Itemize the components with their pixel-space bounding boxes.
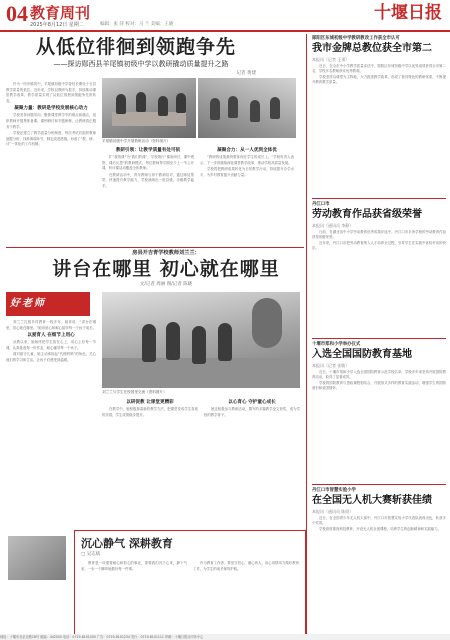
paragraph: 学校坚持以课堂为主阵地，大力推进教学改革，形成了独具特色的教研体系，不断提升教育教学质量。 (312, 74, 446, 85)
meeting-photo (198, 78, 296, 138)
paragraph: 在教学中，她积极探索新的教学方法，把课堂变成学生喜欢的乐园，学生成绩稳步提升。 (102, 407, 198, 417)
paragraph: 日前，在湖北省中小学劳动教育优秀成果评选中，丹江口市多所学校的劳动教育作品获得省级荣誉。 (312, 230, 446, 240)
sidebar-byline: 本报讯（通讯员 李静） (312, 223, 354, 228)
sidebar-byline: 本报讯（记者 王勇） (312, 57, 350, 62)
subhead: 以心育心 守护童心成长 (228, 400, 276, 405)
sidebar-divider (312, 338, 446, 339)
sidebar-kicker: 郧阳区东城初级中学教研教改工作获全市认可 (312, 36, 400, 41)
sidebar-title: 劳动教育作品获省级荣誉 (312, 209, 422, 220)
paragraph: 从教以来，她始终把学生放在心上，用心上好每一节课，认真批改每一份作业，耐心辅导每一个孩子。 (6, 340, 96, 350)
paragraph: 刘兰兰扎根乡村教育一线多年，她常说：“讲台在哪里，初心就在哪里。”她用爱心和耐心陪伴每一个孩子成长。 (6, 320, 96, 330)
lead-article-subtitle: ——探访郧西县羊尾镇初级中学以教研撬动质量提升之路 (53, 60, 229, 68)
feature-column (6, 320, 96, 530)
teacher-students-photo (102, 292, 300, 388)
page-number: 04 (6, 1, 28, 26)
lead-article-column (102, 146, 194, 242)
sidebar-title: 入选全国国防教育基地 (312, 349, 412, 360)
subhead: 凝聚力量：教研是学校发展核心动力 (14, 106, 88, 112)
column-banner (6, 292, 90, 316)
subhead: 以爱育人 在细节上用心 (27, 333, 75, 339)
editor-line: 编辑：张 萍 校对：马 兰 美编：王晓 (100, 22, 174, 27)
feature-title: 讲台在哪里 初心就在哪里 (52, 258, 280, 280)
masthead-logo: 十堰日报 (374, 3, 442, 23)
sidebar-divider (312, 484, 446, 485)
photo-caption: 刘兰兰与学生在校园里交流（资料图片） (102, 390, 167, 394)
sidebar-article (312, 488, 446, 532)
paragraph: 近日，十堰市郑和小学入选全国国防教育示范学校名单，学校多年来坚持开展国防教育活动，取得了显著成效。 (312, 370, 446, 380)
paragraph: 学校坚持问题导向，聚焦课堂教学中的难点和痛点，组织教师开展集体备课、课例研讨和专题研修，让教研真正服务于教学。 (6, 113, 96, 129)
paragraph: 扩“我的课”为“我们的课”，学校推行“课前研讨、课中观察、课后反思”的教研模式，每位教师每学期至少上一节公开课，听评课活动覆盖全体教师。 (102, 155, 194, 171)
classroom-photo (102, 78, 196, 138)
author-photo (8, 536, 66, 580)
paragraph: 近日，在全国青少年无人机大赛中，丹江口市智慧实验小学代表队表现出色，斩获多个奖项。 (312, 516, 446, 526)
date-line: 2025年8月12日 星期二 (30, 22, 84, 28)
lead-article-byline: 记者 黄建 (236, 71, 256, 76)
feature-column (204, 398, 300, 528)
subhead: 以研促教 让课堂更精彩 (126, 400, 174, 405)
commentary-box (74, 530, 306, 636)
paragraph: 近年来，丹江口市把劳动教育纳入人才培养全过程，引导学生在实践中体验劳动的快乐。 (312, 240, 446, 251)
section-name: 教育周刊 (30, 4, 91, 22)
page-footer: 地址：十堰市北京北路18号 邮编：442000 电话：0719-8101000 广告：0719-8101234 发行：0719-8101111 印刷：十堰日报社印务中心 (0, 634, 450, 640)
paragraph: 近日，在全市中小学教学质量评估中，郧阳区东城初级中学以优异成绩获得全市第二名，学校多名教师获评优秀教师。 (312, 64, 446, 74)
sidebar-title: 我市金牌总教位获全市第二 (312, 43, 432, 54)
paragraph: 学校将国防教育与思政课程相结合，开展形式多样的教育实践活动，增强学生的国防意识和爱国情怀。 (312, 380, 446, 391)
feature-kicker: 房县开吉青学校教师刘兰兰： (132, 250, 200, 256)
commentary-column (193, 561, 299, 631)
lead-article (6, 34, 306, 244)
sidebar-article (312, 202, 446, 252)
sidebar-kicker: 丹江口市智慧实验小学 (312, 488, 356, 493)
sidebar-title: 在全国无人机大赛斩获佳绩 (312, 495, 432, 506)
paragraph: 她还积极参与教研活动，撰写的多篇教学论文获奖，成为学校的教学骨干。 (204, 407, 300, 417)
sidebar-kicker: 十堰市郑和小学举办仪式 (312, 342, 361, 347)
column-banner-text: 好老师 (10, 298, 46, 309)
photo-caption: 羊尾镇初级中学开展教研活动（资料图片） (102, 139, 171, 143)
lead-article-title: 从低位徘徊到领跑争先 (35, 36, 236, 58)
subhead: 教研引领：让教学质量有处可依 (115, 148, 181, 153)
page-header (0, 0, 450, 30)
sidebar-article (312, 36, 446, 86)
feature-article (6, 250, 304, 530)
sidebar-byline: 本报讯（通讯员 陈阳） (312, 509, 354, 514)
paragraph: “教研的成果最终要体现在学生的成长上。”学校负责人表示，下一步将继续深化课堂教学改革，推动学校高质量发展。 (200, 155, 294, 165)
paragraph: 面对留守儿童，她主动承担起“代理妈妈”的角色，关心他们的学习和生活，让孩子们感受到温暖。 (6, 352, 96, 362)
header-rule (0, 30, 450, 32)
commentary-title: 沉心静气 深耕教育 (81, 537, 173, 550)
paragraph: 作为教育工作者，要坚守初心，潜心育人，用心用情用力做好教育工作，为学生的成长保驾护航。 (193, 561, 299, 571)
feature-byline: 文/记者 周丽 图/记者 陈晓 (139, 282, 193, 287)
paragraph: 学校将把教研成果转化为日常教学行动，持续提升办学水平，为乡村教育振兴贡献力量。 (200, 167, 294, 177)
paragraph: 教育是一项需要耐心和恒心的事业，需要我们沉下心来，静下气来，一步一个脚印地做好每一件事。 (81, 561, 187, 571)
subhead: 凝聚合力：从一人优到全体优 (217, 148, 277, 153)
paragraph: 学校高度重视科技教育，开设无人机社团课程，培养学生的创新精神和实践能力。 (319, 526, 442, 531)
column-divider (306, 34, 307, 634)
lead-article-column (200, 146, 294, 242)
feature-column (102, 398, 198, 528)
sidebar-article (312, 342, 446, 392)
paragraph: 在教研活动中，青年教师与骨干教师结对，通过师徒帮带，快速提升教学能力，学校涌现出一批县级、市级教学能手。 (102, 172, 194, 188)
lead-article-column (6, 82, 96, 242)
commentary-column (81, 561, 187, 631)
commentary-byline: □ 吴志斌 (81, 552, 101, 557)
paragraph: 作为一所乡镇初中，羊尾镇初级中学曾经长期处于全县教学质量的低位。近年来，学校以教研为抓手，持续推动课堂教学改革，教学质量实现了从低位徘徊到领跑争先的转变。 (6, 82, 96, 103)
sidebar-divider (312, 198, 446, 199)
paragraph: 学校还建立了教学质量分析制度，每次考试后组织教师逐题分析，找准薄弱环节，制定改进措施，形成了“教、研、评”一体化的工作机制。 (6, 131, 96, 147)
sidebar-byline: 本报讯（记者 张敏） (312, 363, 350, 368)
article-divider (6, 247, 304, 248)
sidebar-kicker: 丹江口市 (312, 202, 330, 207)
